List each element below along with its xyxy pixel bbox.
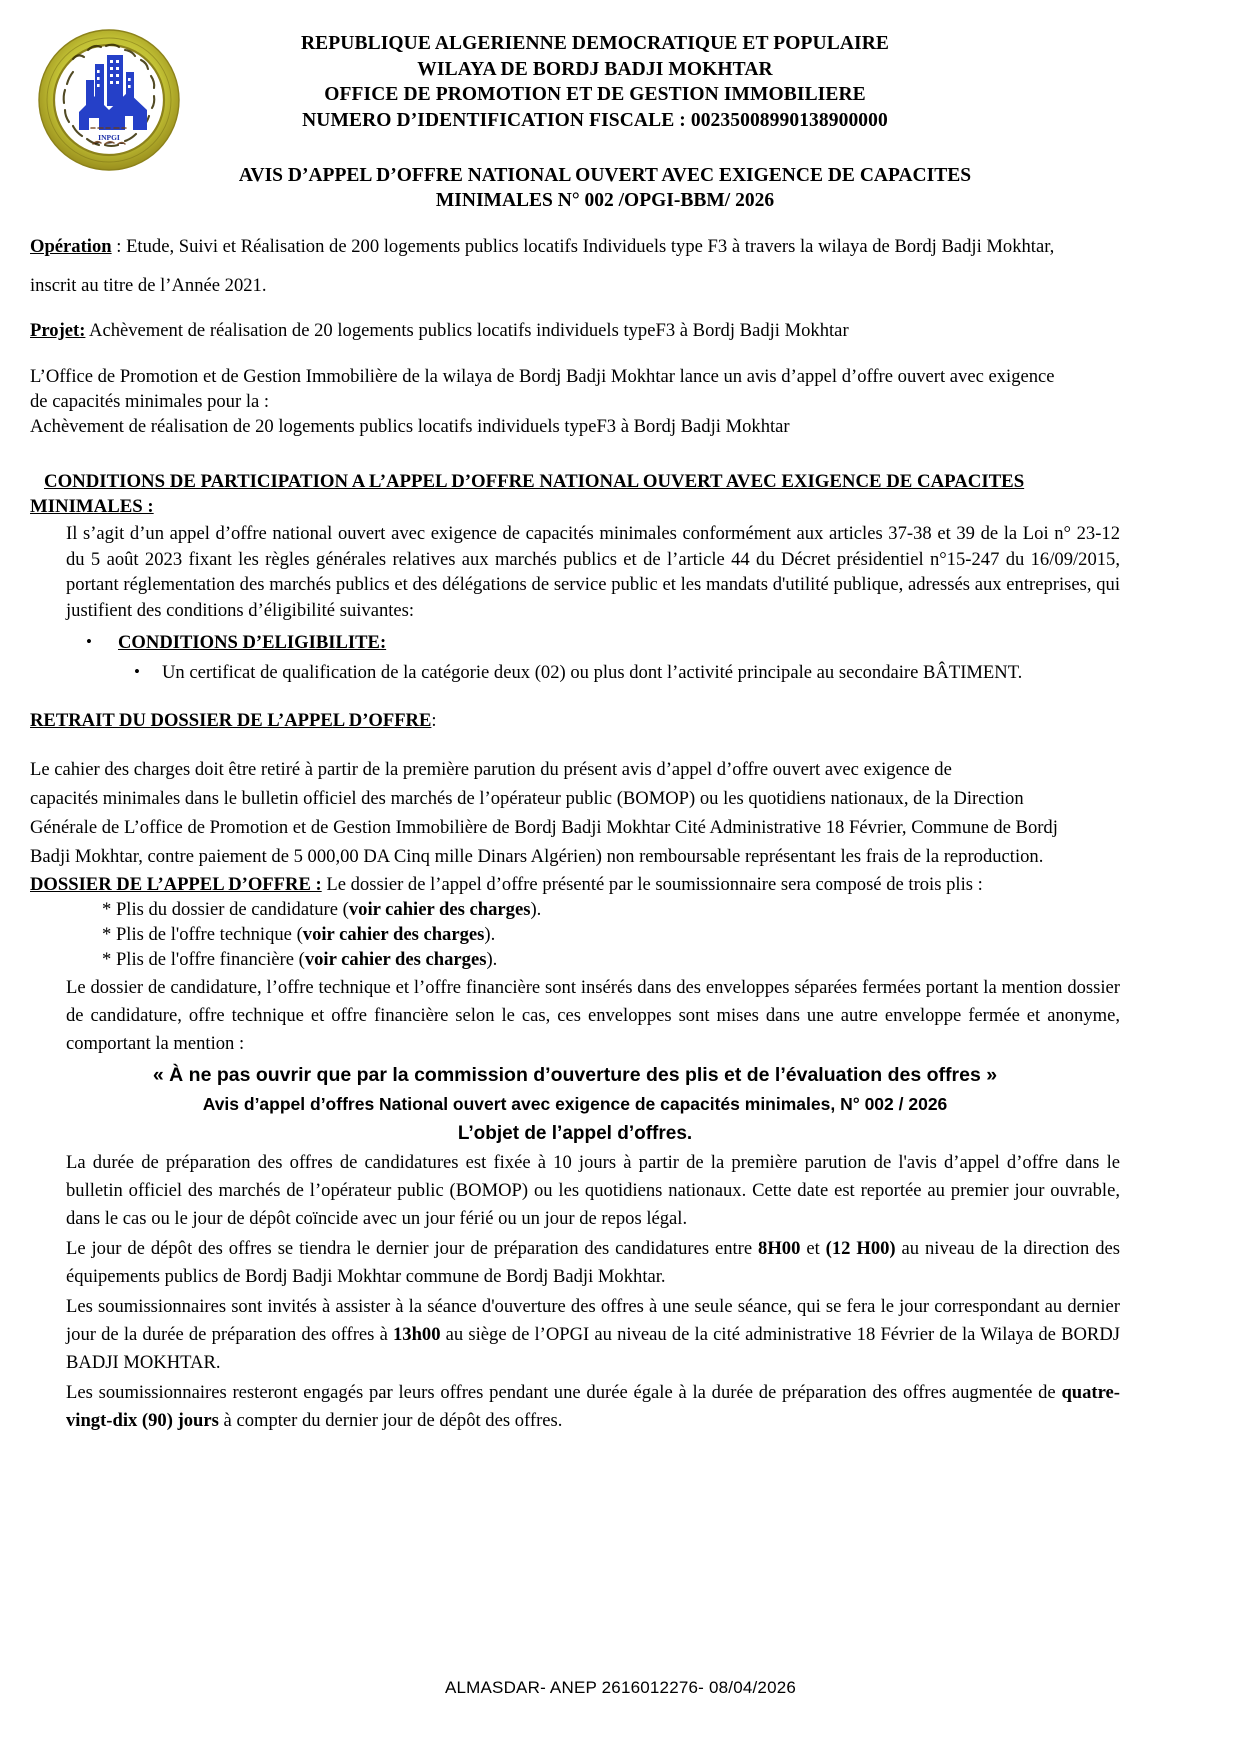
operation-text: Etude, Suivi et Réalisation de 200 logements publics locatifs Individuels type F3 à travers la wilaya de Bordj Badji Mokhtar,: [126, 236, 1055, 257]
notice-title-line-1: AVIS D’APPEL D’OFFRE NATIONAL OUVERT AVEC EXIGENCE DE CAPACITES: [238, 165, 972, 186]
dossier-label-text: Le dossier de l’appel d’offre présenté par le soumissionnaire sera composé de trois plis :: [321, 874, 983, 895]
duree-p2-part-a: Le jour de dépôt des offres se tiendra le dernier jour de préparation des candidatures entre: [66, 1238, 759, 1259]
dossier-paragraph: Le dossier de candidature, l’offre technique et l’offre financière sont insérés dans des enveloppes séparées fermées portant la mention dossier de candidature, offre technique et offre financière selon le cas, ces enveloppes sont mises dans une autre enveloppe fermée et anonyme, comportant la mention :: [66, 977, 1120, 1054]
duree-paragraph-3: [66, 1293, 1120, 1377]
retrait-line-1: Le cahier des charges doit être retiré à partir de la première parution du présent avis d’appel d’offre ouvert avec exigence de: [30, 759, 952, 780]
duree-paragraph-4: [66, 1379, 1120, 1435]
pli-candidature-prefix: * Plis du dossier de candidature (: [102, 899, 349, 920]
dossier-label: DOSSIER DE L’APPEL D’OFFRE :: [30, 874, 322, 895]
opgi-seal-logo: [33, 24, 185, 176]
intro-line-1: L’Office de Promotion et de Gestion Immobilière de la wilaya de Bordj Badji Mokhtar lance un avis d’appel d’offre ouvert avec exigence: [30, 366, 1055, 387]
engagement-duration: quatre-vingt-dix (90) jours: [66, 1382, 1120, 1431]
pli-financiere: [102, 947, 1120, 972]
pli-technique: [102, 922, 1120, 947]
header-titles: [30, 18, 1120, 133]
notice-title: [30, 163, 1120, 213]
pli-technique-prefix: * Plis de l'offre technique (: [102, 924, 303, 945]
operation-label: Opération: [30, 236, 112, 257]
pli-technique-bold: voir cahier des charges: [302, 924, 485, 945]
header-title-line-3: OFFICE DE PROMOTION ET DE GESTION IMMOBILIERE: [324, 84, 866, 105]
document-content: [30, 18, 1120, 1435]
duree-paragraph-1: La durée de préparation des offres de candidatures est fixée à 10 jours à partir de la première parution de l'avis d’appel d’offre dans le bulletin officiel des marchés de l’opérateur public (BOMOP) ou les quotidiens nationaux. Cette date est reportée au premier jour ouvrable, dans le cas ou le jour de dépôt coïncide avec un jour férié ou un jour de repos légal.: [66, 1152, 1120, 1229]
svg-text:INPGI: INPGI: [98, 133, 120, 142]
pli-candidature: [102, 897, 1120, 922]
duree-paragraph-2: [66, 1235, 1120, 1291]
conditions-body: Il s’agit d’un appel d’offre national ouvert avec exigence de capacités minimales conformément aux articles 37-38 et 39 de la Loi n° 23-12 du 5 août 2023 fixant les règles générales relatives aux marchés publics et de l’article 44 du Décret présidentiel n°15-247 du 16/09/2015, portant réglementation des marchés publics et des délégations de service public et les mandats d'utilité publique, adressés aux entreprises, qui justifient des conditions d’éligibilité suivantes:: [66, 523, 1120, 621]
projet-paragraph: [30, 311, 1120, 350]
header-title-line-4: NUMERO D’IDENTIFICATION FISCALE : 00235008990138900000: [302, 109, 888, 131]
conditions-heading-line-1: CONDITIONS DE PARTICIPATION A L’APPEL D’OFFRE NATIONAL OUVERT AVEC EXIGENCE DE CAPACITES: [44, 471, 1025, 492]
document-header: [30, 18, 1120, 213]
pli-candidature-bold: voir cahier des charges: [348, 899, 531, 920]
duree-p4-part-c: à compter du dernier jour de dépôt des offres.: [218, 1410, 563, 1431]
duree-p3-part-c: au siège de l’OPGI au niveau de la cité administrative 18 Février de la Wilaya de BORDJ BADJI MOKHTAR.: [66, 1324, 1120, 1373]
retrait-line-4: Badji Mokhtar, contre paiement de 5 000,00 DA Cinq mille Dinars Algérien) non remboursable représentant les frais de la reproduction.: [30, 846, 1044, 867]
depot-start-time: 8H00: [758, 1238, 801, 1259]
retrait-line-2: capacités minimales dans le bulletin officiel des marchés de l’opérateur public (BOMOP) ou les quotidiens nationaux, de la Direction: [30, 788, 1024, 809]
operation-separator: :: [111, 236, 127, 257]
pli-financiere-prefix: * Plis de l'offre financière (: [102, 949, 305, 970]
eligibility-item: • Un certificat de qualification de la catégorie deux (02) ou plus dont l’activité principale au secondaire BÂTIMENT.: [130, 659, 1120, 686]
depot-end-time: (12 H00): [825, 1238, 896, 1259]
mention-line-2: Avis d’appel d’offres National ouvert avec exigence de capacités minimales, N° 002 / 2026: [202, 1094, 948, 1114]
intro-line-3: Achèvement de réalisation de 20 logements publics locatifs individuels typeF3 à Bordj Badji Mokhtar: [30, 416, 790, 437]
header-title-line-1: REPUBLIQUE ALGERIENNE DEMOCRATIQUE ET POPULAIRE: [301, 33, 889, 54]
projet-label: Projet:: [30, 320, 86, 341]
operation-line-2: inscrit au titre de l’Année 2021.: [30, 275, 267, 296]
intro-line-2: de capacités minimales pour la :: [30, 391, 270, 412]
notice-title-line-2: MINIMALES N° 002 /OPGI-BBM/ 2026: [435, 190, 775, 211]
dossier-heading-paragraph: [30, 872, 1120, 897]
duree-p4-part-a: Les soumissionnaires resteront engagés par leurs offres pendant une durée égale à la durée de préparation des offres augmentée de: [66, 1382, 1062, 1403]
duree-p2-part-c: au niveau de la direction des équipements publics de Bordj Badji Mokhtar commune de Bordj Badji Mokhtar.: [66, 1238, 1121, 1287]
mention-line-1: « À ne pas ouvrir que par la commission d’ouverture des plis et de l’évaluation des offres »: [152, 1064, 998, 1086]
seance-time: 13h00: [392, 1324, 441, 1345]
mention-line-3: L’objet de l’appel d’offres.: [457, 1123, 693, 1144]
retrait-heading-text: RETRAIT DU DOSSIER DE L’APPEL D’OFFRE: [30, 710, 432, 731]
duree-p3-part-a: Les soumissionnaires sont invités à assister à la séance d'ouverture des offres à une seule séance, qui se fera le jour correspondant au dernier jour de la durée de préparation des offres à: [66, 1296, 1120, 1345]
eligibility-bullet: [82, 629, 1120, 656]
eligibility-heading: CONDITIONS D’ELIGIBILITE:: [118, 632, 387, 653]
pli-technique-suffix: ).: [484, 924, 496, 945]
conditions-heading-line-2: MINIMALES :: [30, 496, 154, 517]
document-footer: ALMASDAR- ANEP 2616012276- 08/04/2026: [444, 1678, 797, 1697]
header-title-line-2: WILAYA DE BORDJ BADJI MOKHTAR: [417, 58, 773, 80]
operation-paragraph: [30, 227, 1120, 266]
retrait-heading: [30, 708, 1120, 733]
pli-candidature-suffix: ).: [530, 899, 542, 920]
duree-p2-mid: et: [800, 1238, 826, 1259]
pli-financiere-suffix: ).: [486, 949, 498, 970]
retrait-heading-suffix: :: [431, 710, 437, 731]
retrait-line-3: Générale de L’office de Promotion et de Gestion Immobilière de Bordj Badji Mokhtar Cité Administrative 18 Février, Commune de Bordj: [30, 817, 1058, 838]
pli-financiere-bold: voir cahier des charges: [304, 949, 487, 970]
projet-text: Achèvement de réalisation de 20 logements publics locatifs individuels typeF3 à Bordj Badji Mokhtar: [85, 320, 849, 341]
